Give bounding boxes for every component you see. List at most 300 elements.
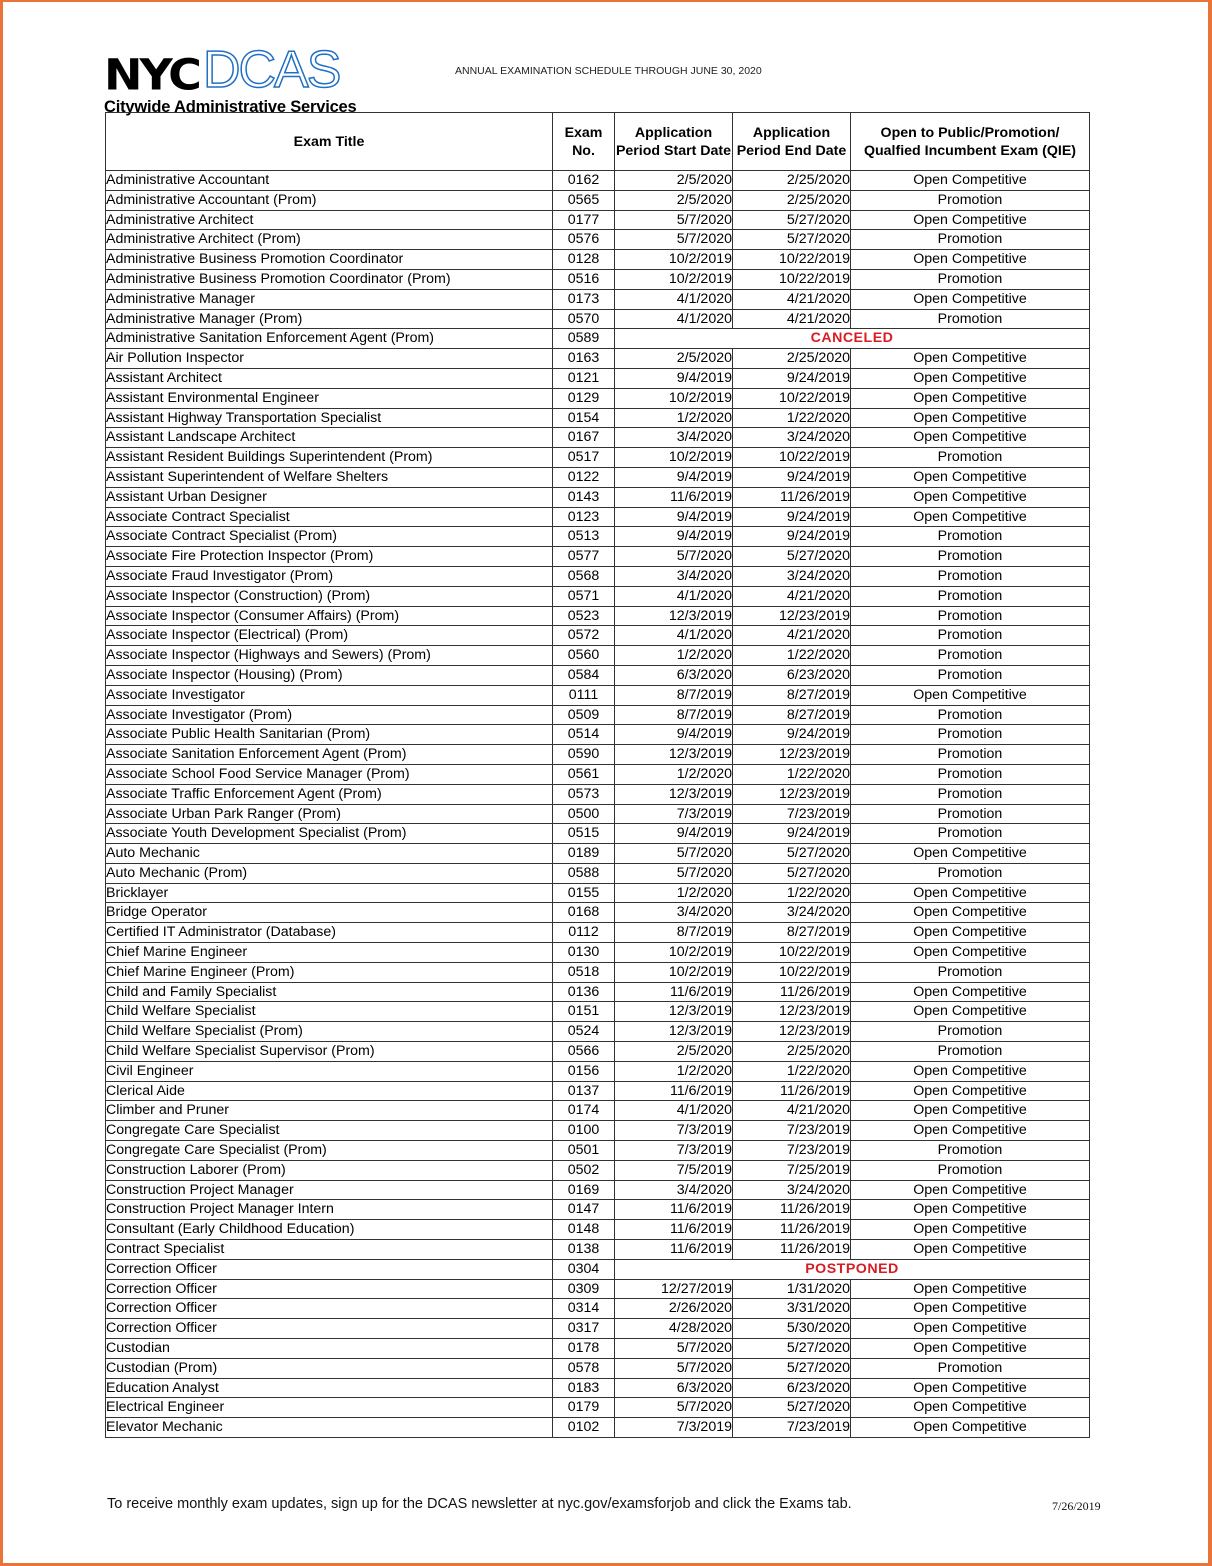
table-row	[106, 705, 1090, 725]
start-date-cell: 5/7/2020	[615, 863, 733, 883]
exam-title-cell: Air Pollution Inspector	[106, 349, 553, 369]
exam-title-cell: Assistant Environmental Engineer	[106, 388, 553, 408]
table-row	[106, 527, 1090, 547]
start-date-cell: 8/7/2019	[615, 923, 733, 943]
table-row	[106, 1418, 1090, 1438]
table-row	[106, 1022, 1090, 1042]
end-date-cell: 11/26/2019	[733, 487, 851, 507]
table-row	[106, 1160, 1090, 1180]
exam-number-cell: 0588	[553, 863, 615, 883]
start-date-cell: 11/6/2019	[615, 487, 733, 507]
start-date-cell: 12/3/2019	[615, 784, 733, 804]
exam-number-cell: 0513	[553, 527, 615, 547]
document-date: 7/26/2019	[1052, 1499, 1101, 1513]
exam-title-cell: Elevator Mechanic	[106, 1418, 553, 1438]
end-date-cell: 2/25/2020	[733, 349, 851, 369]
exam-type-cell: Promotion	[851, 527, 1090, 547]
table-row	[106, 467, 1090, 487]
exam-type-cell: Open Competitive	[851, 903, 1090, 923]
exam-type-cell: Open Competitive	[851, 1200, 1090, 1220]
exam-title-cell: Construction Project Manager	[106, 1180, 553, 1200]
exam-title-cell: Associate Urban Park Ranger (Prom)	[106, 804, 553, 824]
exam-type-cell: Promotion	[851, 269, 1090, 289]
start-date-cell: 3/4/2020	[615, 566, 733, 586]
table-row	[106, 1398, 1090, 1418]
exam-number-cell: 0560	[553, 646, 615, 666]
table-row	[106, 1081, 1090, 1101]
table-row	[106, 250, 1090, 270]
table-row	[106, 1141, 1090, 1161]
exam-type-cell: Open Competitive	[851, 1339, 1090, 1359]
exam-type-cell: Open Competitive	[851, 1299, 1090, 1319]
start-date-cell: 4/1/2020	[615, 309, 733, 329]
header-exam-type: Open to Public/Promotion/ Qualfied Incumbent Exam (QIE)	[851, 113, 1090, 171]
start-date-cell: 2/5/2020	[615, 171, 733, 191]
start-date-cell: 11/6/2019	[615, 1200, 733, 1220]
exam-number-cell: 0174	[553, 1101, 615, 1121]
start-date-cell: 4/1/2020	[615, 289, 733, 309]
end-date-cell: 10/22/2019	[733, 250, 851, 270]
start-date-cell: 4/28/2020	[615, 1319, 733, 1339]
exam-title-cell: Assistant Highway Transportation Specialist	[106, 408, 553, 428]
exam-type-cell: Open Competitive	[851, 883, 1090, 903]
header-start-date: Application Period Start Date	[615, 113, 733, 171]
exam-title-cell: Associate Fraud Investigator (Prom)	[106, 566, 553, 586]
start-date-cell: 8/7/2019	[615, 705, 733, 725]
table-row	[106, 171, 1090, 191]
start-date-cell: 9/4/2019	[615, 467, 733, 487]
start-date-cell: 3/4/2020	[615, 1180, 733, 1200]
start-date-cell: 11/6/2019	[615, 982, 733, 1002]
exam-number-cell: 0516	[553, 269, 615, 289]
start-date-cell: 1/2/2020	[615, 408, 733, 428]
start-date-cell: 7/3/2019	[615, 804, 733, 824]
logo-nyc: NYC	[104, 50, 199, 100]
exam-title-cell: Associate Contract Specialist (Prom)	[106, 527, 553, 547]
exam-number-cell: 0111	[553, 685, 615, 705]
table-row	[106, 408, 1090, 428]
header-end-date: Application Period End Date	[733, 113, 851, 171]
exam-status-cell: CANCELED	[615, 329, 1090, 349]
exam-number-cell: 0509	[553, 705, 615, 725]
start-date-cell: 11/6/2019	[615, 1220, 733, 1240]
table-row	[106, 566, 1090, 586]
exam-number-cell: 0156	[553, 1061, 615, 1081]
exam-title-cell: Administrative Manager (Prom)	[106, 309, 553, 329]
start-date-cell: 1/2/2020	[615, 883, 733, 903]
exam-title-cell: Bridge Operator	[106, 903, 553, 923]
exam-number-cell: 0143	[553, 487, 615, 507]
end-date-cell: 6/23/2020	[733, 665, 851, 685]
start-date-cell: 10/2/2019	[615, 448, 733, 468]
exam-title-cell: Associate Sanitation Enforcement Agent (Prom)	[106, 745, 553, 765]
table-row	[106, 368, 1090, 388]
exam-title-cell: Associate Investigator	[106, 685, 553, 705]
exam-number-cell: 0514	[553, 725, 615, 745]
table-row	[106, 289, 1090, 309]
end-date-cell: 9/24/2019	[733, 824, 851, 844]
start-date-cell: 11/6/2019	[615, 1240, 733, 1260]
exam-type-cell: Open Competitive	[851, 1319, 1090, 1339]
exam-type-cell: Open Competitive	[851, 408, 1090, 428]
end-date-cell: 5/30/2020	[733, 1319, 851, 1339]
start-date-cell: 10/2/2019	[615, 250, 733, 270]
exam-type-cell: Promotion	[851, 1042, 1090, 1062]
table-row	[106, 230, 1090, 250]
end-date-cell: 11/26/2019	[733, 1220, 851, 1240]
exam-title-cell: Associate Contract Specialist	[106, 507, 553, 527]
start-date-cell: 12/3/2019	[615, 1022, 733, 1042]
start-date-cell: 5/7/2020	[615, 1339, 733, 1359]
exam-number-cell: 0121	[553, 368, 615, 388]
start-date-cell: 5/7/2020	[615, 1398, 733, 1418]
exam-title-cell: Assistant Urban Designer	[106, 487, 553, 507]
exam-title-cell: Certified IT Administrator (Database)	[106, 923, 553, 943]
end-date-cell: 10/22/2019	[733, 448, 851, 468]
table-row	[106, 329, 1090, 349]
exam-number-cell: 0178	[553, 1339, 615, 1359]
dcas-logo	[104, 41, 357, 117]
exam-type-cell: Promotion	[851, 1160, 1090, 1180]
exam-title-cell: Custodian	[106, 1339, 553, 1359]
table-row	[106, 428, 1090, 448]
exam-number-cell: 0136	[553, 982, 615, 1002]
start-date-cell: 9/4/2019	[615, 507, 733, 527]
start-date-cell: 1/2/2020	[615, 1061, 733, 1081]
table-row	[106, 309, 1090, 329]
exam-title-cell: Congregate Care Specialist	[106, 1121, 553, 1141]
exam-type-cell: Promotion	[851, 626, 1090, 646]
exam-title-cell: Associate Inspector (Housing) (Prom)	[106, 665, 553, 685]
exam-type-cell: Promotion	[851, 665, 1090, 685]
end-date-cell: 8/27/2019	[733, 705, 851, 725]
end-date-cell: 12/23/2019	[733, 1022, 851, 1042]
table-row	[106, 665, 1090, 685]
start-date-cell: 12/3/2019	[615, 745, 733, 765]
start-date-cell: 1/2/2020	[615, 646, 733, 666]
exam-number-cell: 0576	[553, 230, 615, 250]
end-date-cell: 5/27/2020	[733, 844, 851, 864]
exam-number-cell: 0502	[553, 1160, 615, 1180]
table-row	[106, 547, 1090, 567]
table-row	[106, 1358, 1090, 1378]
end-date-cell: 7/23/2019	[733, 1418, 851, 1438]
table-row	[106, 1339, 1090, 1359]
exam-title-cell: Custodian (Prom)	[106, 1358, 553, 1378]
exam-title-cell: Administrative Business Promotion Coordinator (Prom)	[106, 269, 553, 289]
exam-title-cell: Administrative Architect	[106, 210, 553, 230]
end-date-cell: 5/27/2020	[733, 1358, 851, 1378]
end-date-cell: 9/24/2019	[733, 725, 851, 745]
exam-number-cell: 0169	[553, 1180, 615, 1200]
exam-type-cell: Open Competitive	[851, 1279, 1090, 1299]
exam-number-cell: 0304	[553, 1259, 615, 1279]
end-date-cell: 2/25/2020	[733, 171, 851, 191]
end-date-cell: 10/22/2019	[733, 269, 851, 289]
logo-dcas: DCAS	[202, 41, 340, 99]
exam-type-cell: Open Competitive	[851, 923, 1090, 943]
exam-number-cell: 0584	[553, 665, 615, 685]
exam-number-cell: 0177	[553, 210, 615, 230]
exam-number-cell: 0189	[553, 844, 615, 864]
end-date-cell: 12/23/2019	[733, 784, 851, 804]
exam-type-cell: Promotion	[851, 547, 1090, 567]
table-row	[106, 646, 1090, 666]
table-row	[106, 725, 1090, 745]
start-date-cell: 2/5/2020	[615, 1042, 733, 1062]
start-date-cell: 10/2/2019	[615, 269, 733, 289]
table-row	[106, 1002, 1090, 1022]
exam-type-cell: Promotion	[851, 1358, 1090, 1378]
table-row	[106, 804, 1090, 824]
exam-number-cell: 0565	[553, 190, 615, 210]
exam-type-cell: Open Competitive	[851, 210, 1090, 230]
table-row	[106, 962, 1090, 982]
exam-type-cell: Open Competitive	[851, 1220, 1090, 1240]
exam-type-cell: Open Competitive	[851, 1121, 1090, 1141]
exam-number-cell: 0138	[553, 1240, 615, 1260]
exam-number-cell: 0571	[553, 586, 615, 606]
start-date-cell: 9/4/2019	[615, 368, 733, 388]
table-row	[106, 487, 1090, 507]
exam-number-cell: 0589	[553, 329, 615, 349]
exam-title-cell: Administrative Sanitation Enforcement Agent (Prom)	[106, 329, 553, 349]
exam-number-cell: 0148	[553, 1220, 615, 1240]
start-date-cell: 3/4/2020	[615, 428, 733, 448]
exam-number-cell: 0500	[553, 804, 615, 824]
end-date-cell: 8/27/2019	[733, 685, 851, 705]
end-date-cell: 4/21/2020	[733, 586, 851, 606]
exam-number-cell: 0590	[553, 745, 615, 765]
exam-number-cell: 0163	[553, 349, 615, 369]
exam-title-cell: Administrative Business Promotion Coordinator	[106, 250, 553, 270]
start-date-cell: 12/3/2019	[615, 606, 733, 626]
table-row	[106, 1200, 1090, 1220]
exam-type-cell: Promotion	[851, 962, 1090, 982]
exam-type-cell: Open Competitive	[851, 467, 1090, 487]
exam-title-cell: Assistant Architect	[106, 368, 553, 388]
table-row	[106, 1240, 1090, 1260]
end-date-cell: 4/21/2020	[733, 289, 851, 309]
table-row	[106, 764, 1090, 784]
exam-number-cell: 0168	[553, 903, 615, 923]
end-date-cell: 3/24/2020	[733, 1180, 851, 1200]
header-exam-title: Exam Title	[106, 113, 553, 171]
exam-type-cell: Promotion	[851, 606, 1090, 626]
exam-title-cell: Administrative Accountant	[106, 171, 553, 191]
start-date-cell: 6/3/2020	[615, 1378, 733, 1398]
exam-type-cell: Open Competitive	[851, 388, 1090, 408]
end-date-cell: 12/23/2019	[733, 745, 851, 765]
start-date-cell: 5/7/2020	[615, 230, 733, 250]
end-date-cell: 4/21/2020	[733, 626, 851, 646]
end-date-cell: 11/26/2019	[733, 1240, 851, 1260]
exam-title-cell: Climber and Pruner	[106, 1101, 553, 1121]
table-row	[106, 1101, 1090, 1121]
exam-title-cell: Chief Marine Engineer	[106, 943, 553, 963]
exam-number-cell: 0518	[553, 962, 615, 982]
exam-type-cell: Open Competitive	[851, 1101, 1090, 1121]
exam-title-cell: Associate Inspector (Construction) (Prom)	[106, 586, 553, 606]
exam-number-cell: 0577	[553, 547, 615, 567]
end-date-cell: 1/22/2020	[733, 646, 851, 666]
exam-number-cell: 0572	[553, 626, 615, 646]
exam-type-cell: Open Competitive	[851, 349, 1090, 369]
table-row	[106, 1378, 1090, 1398]
end-date-cell: 1/22/2020	[733, 764, 851, 784]
table-row	[106, 606, 1090, 626]
exam-type-cell: Promotion	[851, 190, 1090, 210]
header-exam-number: Exam No.	[553, 113, 615, 171]
table-row	[106, 903, 1090, 923]
end-date-cell: 7/23/2019	[733, 1141, 851, 1161]
end-date-cell: 3/24/2020	[733, 428, 851, 448]
end-date-cell: 10/22/2019	[733, 943, 851, 963]
exam-type-cell: Open Competitive	[851, 1418, 1090, 1438]
exam-type-cell: Open Competitive	[851, 250, 1090, 270]
exam-type-cell: Promotion	[851, 804, 1090, 824]
exam-title-cell: Correction Officer	[106, 1259, 553, 1279]
start-date-cell: 9/4/2019	[615, 725, 733, 745]
exam-number-cell: 0155	[553, 883, 615, 903]
exam-title-cell: Associate Youth Development Specialist (Prom)	[106, 824, 553, 844]
end-date-cell: 1/22/2020	[733, 883, 851, 903]
table-header-row	[106, 113, 1090, 171]
exam-type-cell: Promotion	[851, 586, 1090, 606]
table-row	[106, 1121, 1090, 1141]
exam-number-cell: 0523	[553, 606, 615, 626]
exam-type-cell: Promotion	[851, 705, 1090, 725]
exam-title-cell: Administrative Accountant (Prom)	[106, 190, 553, 210]
exam-type-cell: Promotion	[851, 863, 1090, 883]
exam-title-cell: Correction Officer	[106, 1279, 553, 1299]
exam-type-cell: Open Competitive	[851, 1398, 1090, 1418]
table-row	[106, 943, 1090, 963]
exam-number-cell: 0515	[553, 824, 615, 844]
table-row	[106, 883, 1090, 903]
exam-title-cell: Administrative Architect (Prom)	[106, 230, 553, 250]
exam-type-cell: Open Competitive	[851, 1061, 1090, 1081]
end-date-cell: 4/21/2020	[733, 309, 851, 329]
exam-type-cell: Open Competitive	[851, 1378, 1090, 1398]
exam-number-cell: 0568	[553, 566, 615, 586]
start-date-cell: 6/3/2020	[615, 665, 733, 685]
end-date-cell: 9/24/2019	[733, 527, 851, 547]
start-date-cell: 7/3/2019	[615, 1418, 733, 1438]
end-date-cell: 7/23/2019	[733, 1121, 851, 1141]
exam-title-cell: Administrative Manager	[106, 289, 553, 309]
exam-type-cell: Promotion	[851, 725, 1090, 745]
exam-title-cell: Child Welfare Specialist Supervisor (Prom)	[106, 1042, 553, 1062]
exam-number-cell: 0524	[553, 1022, 615, 1042]
end-date-cell: 9/24/2019	[733, 467, 851, 487]
exam-type-cell: Open Competitive	[851, 171, 1090, 191]
exam-title-cell: Child Welfare Specialist (Prom)	[106, 1022, 553, 1042]
start-date-cell: 5/7/2020	[615, 547, 733, 567]
exam-title-cell: Contract Specialist	[106, 1240, 553, 1260]
table-row	[106, 863, 1090, 883]
start-date-cell: 11/6/2019	[615, 1081, 733, 1101]
exam-number-cell: 0128	[553, 250, 615, 270]
start-date-cell: 5/7/2020	[615, 210, 733, 230]
exam-type-cell: Promotion	[851, 764, 1090, 784]
exam-title-cell: Correction Officer	[106, 1299, 553, 1319]
exam-type-cell: Open Competitive	[851, 982, 1090, 1002]
exam-type-cell: Promotion	[851, 784, 1090, 804]
table-row	[106, 210, 1090, 230]
exam-title-cell: Auto Mechanic (Prom)	[106, 863, 553, 883]
exam-number-cell: 0173	[553, 289, 615, 309]
end-date-cell: 5/27/2020	[733, 1339, 851, 1359]
end-date-cell: 6/23/2020	[733, 1378, 851, 1398]
start-date-cell: 2/5/2020	[615, 190, 733, 210]
start-date-cell: 4/1/2020	[615, 626, 733, 646]
table-row	[106, 923, 1090, 943]
start-date-cell: 1/2/2020	[615, 764, 733, 784]
exam-number-cell: 0179	[553, 1398, 615, 1418]
start-date-cell: 12/3/2019	[615, 1002, 733, 1022]
end-date-cell: 12/23/2019	[733, 606, 851, 626]
exam-type-cell: Open Competitive	[851, 289, 1090, 309]
start-date-cell: 7/3/2019	[615, 1141, 733, 1161]
exam-type-cell: Open Competitive	[851, 844, 1090, 864]
end-date-cell: 3/24/2020	[733, 903, 851, 923]
exam-type-cell: Promotion	[851, 1022, 1090, 1042]
end-date-cell: 3/24/2020	[733, 566, 851, 586]
table-row	[106, 388, 1090, 408]
exam-title-cell: Associate Fire Protection Inspector (Prom)	[106, 547, 553, 567]
end-date-cell: 11/26/2019	[733, 1200, 851, 1220]
exam-title-cell: Civil Engineer	[106, 1061, 553, 1081]
start-date-cell: 4/1/2020	[615, 586, 733, 606]
exam-title-cell: Associate Public Health Sanitarian (Prom)	[106, 725, 553, 745]
table-row	[106, 1279, 1090, 1299]
exam-title-cell: Bricklayer	[106, 883, 553, 903]
exam-number-cell: 0102	[553, 1418, 615, 1438]
exam-status-cell: POSTPONED	[615, 1259, 1090, 1279]
exam-type-cell: Promotion	[851, 745, 1090, 765]
exam-number-cell: 0183	[553, 1378, 615, 1398]
exam-type-cell: Open Competitive	[851, 507, 1090, 527]
table-row	[106, 685, 1090, 705]
exam-number-cell: 0314	[553, 1299, 615, 1319]
end-date-cell: 9/24/2019	[733, 507, 851, 527]
end-date-cell: 11/26/2019	[733, 982, 851, 1002]
exam-number-cell: 0122	[553, 467, 615, 487]
table-row	[106, 1259, 1090, 1279]
table-row	[106, 982, 1090, 1002]
exam-type-cell: Open Competitive	[851, 1081, 1090, 1101]
exam-number-cell: 0167	[553, 428, 615, 448]
exam-number-cell: 0570	[553, 309, 615, 329]
exam-number-cell: 0137	[553, 1081, 615, 1101]
table-row	[106, 1042, 1090, 1062]
start-date-cell: 10/2/2019	[615, 388, 733, 408]
exam-title-cell: Associate Inspector (Highways and Sewers) (Prom)	[106, 646, 553, 666]
start-date-cell: 5/7/2020	[615, 1358, 733, 1378]
table-row	[106, 349, 1090, 369]
exam-type-cell: Open Competitive	[851, 368, 1090, 388]
start-date-cell: 2/5/2020	[615, 349, 733, 369]
exam-title-cell: Congregate Care Specialist (Prom)	[106, 1141, 553, 1161]
exam-number-cell: 0123	[553, 507, 615, 527]
end-date-cell: 5/27/2020	[733, 547, 851, 567]
start-date-cell: 5/7/2020	[615, 844, 733, 864]
exam-title-cell: Assistant Landscape Architect	[106, 428, 553, 448]
table-row	[106, 1319, 1090, 1339]
exam-number-cell: 0112	[553, 923, 615, 943]
exam-title-cell: Correction Officer	[106, 1319, 553, 1339]
